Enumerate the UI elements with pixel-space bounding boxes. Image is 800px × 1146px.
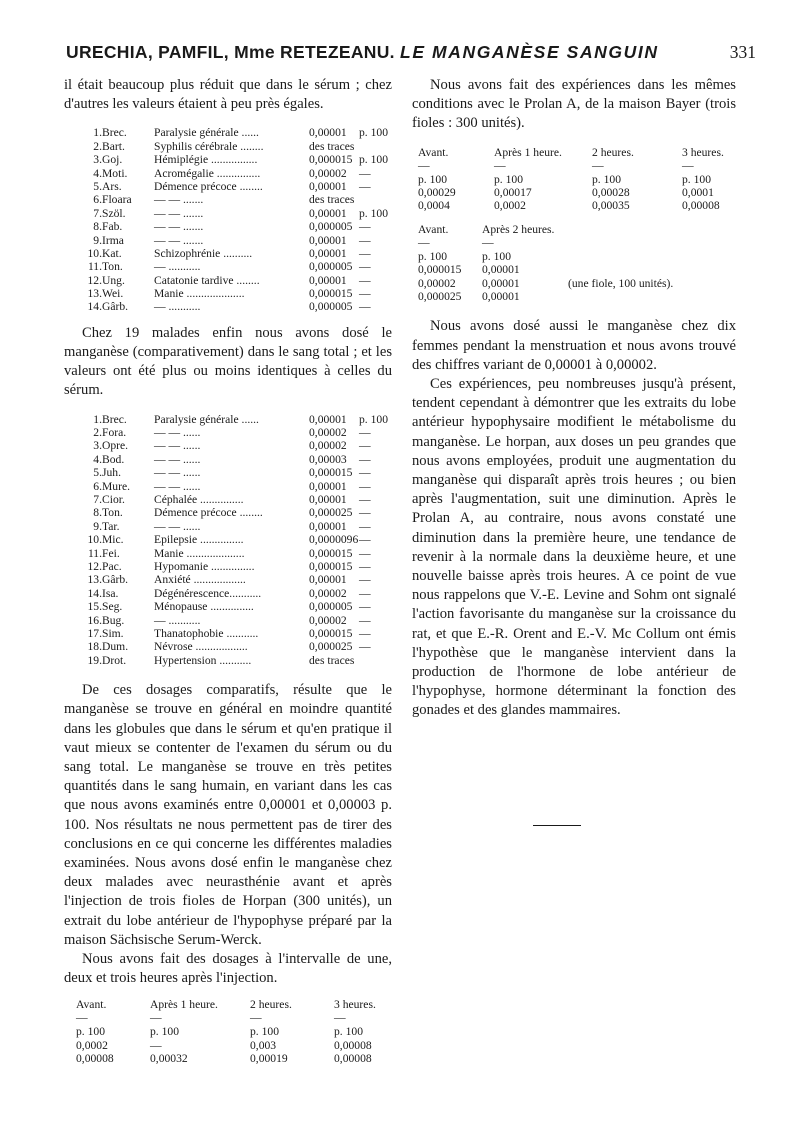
manganese-value: 0,00001 xyxy=(309,233,347,247)
diagnosis: Catatonie tardive ........ xyxy=(154,273,260,287)
table-row xyxy=(412,277,736,290)
row-number: 13. xyxy=(87,287,102,301)
table-dash-row-cell: — xyxy=(334,1011,346,1025)
unit: — xyxy=(359,600,371,614)
manganese-value: 0,000015 xyxy=(309,626,353,640)
row-number: 1. xyxy=(93,412,102,426)
table-cell: 0,00032 xyxy=(150,1052,188,1066)
patient-name: Juh. xyxy=(102,466,122,480)
unit: — xyxy=(359,439,371,453)
left-paragraph-whole-blood: Chez 19 malades enfin nous avons dosé le manganèse (comparativement) dans le sang total ; et les valeurs ont été plus ou moins identiques à celles du sérum. xyxy=(64,324,392,399)
table-cell: 0,0004 xyxy=(418,199,450,213)
unit: — xyxy=(359,179,371,193)
diagnosis: — — ...... xyxy=(154,466,201,480)
manganese-value: 0,00001 xyxy=(309,126,347,140)
table-dash-row-cell: — xyxy=(482,235,494,249)
diagnosis: — — ....... xyxy=(154,206,204,220)
row-number: 13. xyxy=(87,573,102,587)
table-row xyxy=(74,153,392,166)
diagnosis: Dégénérescence........... xyxy=(154,586,262,600)
table-row xyxy=(74,300,392,313)
row-number: 2. xyxy=(93,139,102,153)
table-note: (une fiole, 100 unités). xyxy=(568,276,674,290)
table-unit-row-cell: p. 100 xyxy=(418,172,447,186)
diagnosis: — — ....... xyxy=(154,233,204,247)
manganese-value: 0,00002 xyxy=(309,586,347,600)
row-number: 10. xyxy=(87,246,102,260)
table-unit-row-cell: p. 100 xyxy=(418,249,447,263)
row-number: 2. xyxy=(93,426,102,440)
patient-serum-table xyxy=(74,126,392,313)
table-cell: 0,00008 xyxy=(682,199,720,213)
diagnosis: Hypertension ........... xyxy=(154,653,252,667)
table-header-cell: 3 heures. xyxy=(334,998,376,1012)
table-row xyxy=(74,614,392,627)
table-row xyxy=(74,480,392,493)
manganese-value: 0,00002 xyxy=(309,166,347,180)
patient-name: Floara xyxy=(102,193,132,207)
diagnosis: Thanatophobie ........... xyxy=(154,626,259,640)
diagnosis: Manie .................... xyxy=(154,287,245,301)
diagnosis: — — ...... xyxy=(154,439,201,453)
diagnosis: Démence précoce ........ xyxy=(154,506,263,520)
row-number: 10. xyxy=(87,533,102,547)
manganese-value: 0,00002 xyxy=(309,439,347,453)
diagnosis: — ........... xyxy=(154,260,201,274)
table-unit-row-cell: p. 100 xyxy=(334,1025,363,1039)
left-paragraph-dosage-intervals: Nous avons fait des dosages à l'intervalle de une, deux et trois heures après l'injection. xyxy=(64,950,392,987)
table-dash-row-cell: — xyxy=(592,158,604,172)
manganese-value: 0,00001 xyxy=(309,573,347,587)
manganese-value: 0,00001 xyxy=(309,493,347,507)
table-dash-row-cell: — xyxy=(418,235,430,249)
diagnosis: Ménopause ............... xyxy=(154,600,254,614)
patient-name: Bug. xyxy=(102,613,125,627)
table-cell: 0,000025 xyxy=(418,289,462,303)
row-number: 11. xyxy=(87,546,102,560)
table-cell: 0,00008 xyxy=(334,1052,372,1066)
manganese-value: 0,00001 xyxy=(309,246,347,260)
right-paragraph-discussion: Ces expériences, peu nombreuses jusqu'à présent, tendent cependant à démontrer que les extraits du lobe antérieur hypophysaire modifient le métabolisme du manganèse. Le horpan, aux doses un peu grandes que nous avons employées, produit une augmentation du manganèse qui disparaît après trois heures ; ou bien après l'augmentation, suit une diminution. Après le Prolan A, au contraire, nous avons constaté une diminution dans la première heure, une tendance de revenir à la normale dans la deuxième heure, et une nouvelle baisse après trois heures. A ce point de vue nous rappelons que V.-E. Levine and Sohm ont signalé l'action favorisante du manganèse sur la croissance du rat, et que E.-R. Orent and E.-V. Mc Collum ont émis l'hypothèse que le manganèse intervient dans la production de l'hormone de lobe antérieur de l'hypophyse, hormone déterminant la fonction des gonades et des glandes mammaires. xyxy=(412,375,736,719)
table-cell: 0,000015 xyxy=(418,263,462,277)
diagnosis: — — ....... xyxy=(154,193,204,207)
patient-whole-blood-table xyxy=(74,413,392,667)
table-cell: 0,00001 xyxy=(482,276,520,290)
unit: — xyxy=(359,300,371,314)
patient-name: Drot. xyxy=(102,653,127,667)
prolan-dosage-table xyxy=(412,146,736,213)
patient-name: Sim. xyxy=(102,626,124,640)
manganese-value: 0,00001 xyxy=(309,479,347,493)
table-unit-row xyxy=(64,1025,392,1038)
manganese-value: 0,000005 xyxy=(309,260,353,274)
table-row xyxy=(74,547,392,560)
table-row xyxy=(74,560,392,573)
diagnosis: — — ...... xyxy=(154,479,201,493)
row-number: 1. xyxy=(93,126,102,140)
table-cell: 0,00001 xyxy=(482,263,520,277)
table-cell: 0,00019 xyxy=(250,1052,288,1066)
manganese-value: 0,00002 xyxy=(309,613,347,627)
unit: — xyxy=(359,273,371,287)
manganese-value: 0,000005 xyxy=(309,600,353,614)
manganese-value: des traces xyxy=(309,653,355,667)
table-row xyxy=(74,600,392,613)
diagnosis: Démence précoce ........ xyxy=(154,179,263,193)
table-cell: 0,00017 xyxy=(494,186,532,199)
row-number: 5. xyxy=(93,466,102,480)
unit: p. 100 xyxy=(359,126,388,140)
table-unit-row xyxy=(412,250,736,263)
manganese-value: 0,0000096 xyxy=(309,533,359,547)
table-row xyxy=(74,193,392,206)
patient-name: Brec. xyxy=(102,126,127,140)
patient-name: Moti. xyxy=(102,166,128,180)
diagnosis: Epilepsie ............... xyxy=(154,533,244,547)
table-row xyxy=(74,287,392,300)
table-dash-row-cell: — xyxy=(250,1011,262,1025)
diagnosis: — — ...... xyxy=(154,426,201,440)
table-header-cell: 2 heures. xyxy=(592,145,634,159)
end-rule xyxy=(533,825,581,826)
unit: — xyxy=(359,533,371,547)
header-journal-title: LE MANGANÈSE SANGUIN xyxy=(400,42,659,62)
table-dash-row xyxy=(412,158,736,173)
table-row xyxy=(74,247,392,260)
table-dash-row-cell: — xyxy=(76,1011,88,1025)
table-unit-row-cell: p. 100 xyxy=(592,172,621,186)
row-number: 4. xyxy=(93,452,102,466)
diagnosis: — — ...... xyxy=(154,452,201,466)
diagnosis: Anxiété .................. xyxy=(154,573,246,587)
patient-name: Fora. xyxy=(102,426,127,440)
row-number: 3. xyxy=(93,153,102,167)
patient-name: Gârb. xyxy=(102,300,129,314)
row-number: 4. xyxy=(93,166,102,180)
table-row xyxy=(74,466,392,479)
patient-name: Dum. xyxy=(102,640,129,654)
patient-name: Isa. xyxy=(102,586,119,600)
table-dash-row xyxy=(64,1013,392,1025)
table-header-cell: Après 1 heure. xyxy=(150,998,218,1012)
table-header-cell: 3 heures. xyxy=(682,145,724,159)
unit: — xyxy=(359,546,371,560)
table-header xyxy=(412,223,736,238)
manganese-value: des traces xyxy=(309,193,355,207)
unit: — xyxy=(359,452,371,466)
unit: — xyxy=(359,426,371,440)
patient-name: Mure. xyxy=(102,479,131,493)
table-header-cell: 2 heures. xyxy=(250,998,292,1012)
manganese-value: 0,00001 xyxy=(309,179,347,193)
manganese-value: 0,000025 xyxy=(309,506,353,520)
table-row xyxy=(412,186,736,199)
table-row xyxy=(74,493,392,506)
diagnosis: — — ...... xyxy=(154,519,201,533)
unit: p. 100 xyxy=(359,412,388,426)
unit: — xyxy=(359,493,371,507)
manganese-value: 0,000015 xyxy=(309,153,353,167)
diagnosis: — ........... xyxy=(154,300,201,314)
table-row xyxy=(412,290,736,303)
table-dash-row-cell: — xyxy=(682,158,694,172)
row-number: 18. xyxy=(87,640,102,654)
unit: — xyxy=(359,260,371,274)
row-number: 3. xyxy=(93,439,102,453)
row-number: 9. xyxy=(93,519,102,533)
row-number: 12. xyxy=(87,273,102,287)
row-number: 7. xyxy=(93,206,102,220)
table-row xyxy=(74,274,392,287)
row-number: 6. xyxy=(93,193,102,207)
row-number: 12. xyxy=(87,559,102,573)
table-row xyxy=(74,426,392,439)
table-cell: 0,00028 xyxy=(592,186,630,199)
table-row xyxy=(74,413,392,426)
patient-name: Bod. xyxy=(102,452,125,466)
table-unit-row-cell: p. 100 xyxy=(150,1025,179,1039)
table-cell: 0,0002 xyxy=(76,1038,108,1052)
page-number: 331 xyxy=(729,42,756,62)
unit: p. 100 xyxy=(359,153,388,167)
table-dash-row-cell: — xyxy=(494,158,506,172)
manganese-value: 0,00001 xyxy=(309,519,347,533)
patient-name: Tar. xyxy=(102,519,120,533)
unit: — xyxy=(359,559,371,573)
row-number: 16. xyxy=(87,613,102,627)
patient-name: Cior. xyxy=(102,493,125,507)
diagnosis: Hémiplégie ................ xyxy=(154,153,258,167)
manganese-value: 0,00001 xyxy=(309,206,347,220)
diagnosis: Paralysie générale ...... xyxy=(154,412,259,426)
patient-name: Wei. xyxy=(102,287,124,301)
table-row xyxy=(74,533,392,546)
unit: — xyxy=(359,466,371,480)
diagnosis: Syphilis cérébrale ........ xyxy=(154,139,264,153)
table-unit-row-cell: p. 100 xyxy=(494,172,523,186)
table-row xyxy=(64,1039,392,1052)
diagnosis: Céphalée ............... xyxy=(154,493,244,507)
patient-name: Szöl. xyxy=(102,206,126,220)
left-column xyxy=(64,76,392,1066)
row-number: 9. xyxy=(93,233,102,247)
diagnosis: — — ....... xyxy=(154,220,204,234)
row-number: 5. xyxy=(93,179,102,193)
prolan-single-vial-table xyxy=(412,223,736,304)
patient-name: Fei. xyxy=(102,546,120,560)
diagnosis: Schizophrénie .......... xyxy=(154,246,253,260)
unit: — xyxy=(359,166,371,180)
patient-name: Mic. xyxy=(102,533,124,547)
manganese-value: 0,00001 xyxy=(309,273,347,287)
table-row xyxy=(74,220,392,233)
left-intro-paragraph: il était beaucoup plus réduit que dans le sérum ; chez d'autres les valeurs étaient à peu près égales. xyxy=(64,77,392,113)
row-number: 14. xyxy=(87,300,102,314)
diagnosis: Acromégalie ............... xyxy=(154,166,261,180)
table-header-cell: Après 2 heures. xyxy=(482,222,555,236)
table-row xyxy=(74,573,392,586)
unit: — xyxy=(359,640,371,654)
row-number: 8. xyxy=(93,220,102,234)
patient-name: Fab. xyxy=(102,220,123,234)
table-row xyxy=(74,453,392,466)
right-paragraph-menstruation: Nous avons dosé aussi le manganèse chez dix femmes pendant la menstruation et nous avons trouvé des chiffres variant de 0,00001 à 0,00002. xyxy=(412,318,736,373)
diagnosis: Manie .................... xyxy=(154,546,245,560)
right-paragraph-prolan: Nous avons fait des expériences dans les mêmes conditions avec le Prolan A, de la maison Bayer (trois fioles : 300 unités). xyxy=(412,77,736,132)
table-row xyxy=(74,140,392,153)
patient-name: Goj. xyxy=(102,153,123,167)
table-header-cell: Avant. xyxy=(76,998,107,1012)
patient-name: Ton. xyxy=(102,260,123,274)
manganese-value: 0,000025 xyxy=(309,640,353,654)
table-dash-row xyxy=(412,235,736,250)
table-row xyxy=(74,180,392,193)
patient-name: Kat. xyxy=(102,246,122,260)
row-number: 17. xyxy=(87,626,102,640)
header-authors: URECHIA, PAMFIL, Mme RETEZEANU. xyxy=(66,42,395,62)
unit: — xyxy=(359,586,371,600)
patient-name: Seg. xyxy=(102,600,123,614)
table-cell: 0,00008 xyxy=(334,1038,372,1052)
table-dash-row-cell: — xyxy=(418,158,430,172)
unit: p. 100 xyxy=(359,206,388,220)
row-number: 19. xyxy=(87,653,102,667)
table-row xyxy=(74,654,392,667)
unit: — xyxy=(359,287,371,301)
unit: — xyxy=(359,626,371,640)
table-cell: 0,00001 xyxy=(482,289,520,303)
table-unit-row-cell: p. 100 xyxy=(682,172,711,186)
unit: — xyxy=(359,519,371,533)
table-row xyxy=(412,263,736,276)
horpan-dosage-table xyxy=(64,998,392,1065)
table-header-cell: Après 1 heure. xyxy=(494,145,562,159)
manganese-value: 0,00001 xyxy=(309,412,347,426)
header-line xyxy=(66,42,659,63)
running-header xyxy=(66,42,756,68)
row-number: 7. xyxy=(93,493,102,507)
patient-name: Bart. xyxy=(102,139,125,153)
table-row xyxy=(74,640,392,653)
unit: — xyxy=(359,246,371,260)
table-unit-row xyxy=(412,173,736,186)
diagnosis: Paralysie générale ...... xyxy=(154,126,259,140)
manganese-value: 0,00003 xyxy=(309,452,347,466)
row-number: 15. xyxy=(87,600,102,614)
patient-name: Pac. xyxy=(102,559,122,573)
unit: — xyxy=(359,233,371,247)
table-header-cell: Avant. xyxy=(418,222,449,236)
table-row xyxy=(412,199,736,212)
table-unit-row-cell: p. 100 xyxy=(250,1025,279,1039)
unit: — xyxy=(359,220,371,234)
table-row xyxy=(74,587,392,600)
row-number: 11. xyxy=(87,260,102,274)
table-row xyxy=(74,126,392,139)
table-row xyxy=(64,1052,392,1065)
patient-name: Irma xyxy=(102,233,124,247)
table-cell: 0,00008 xyxy=(76,1052,114,1066)
patient-name: Opre. xyxy=(102,439,129,453)
table-cell: 0,003 xyxy=(250,1038,277,1052)
table-header-cell: Avant. xyxy=(418,145,449,159)
table-row xyxy=(74,167,392,180)
unit: — xyxy=(359,573,371,587)
manganese-value: 0,000015 xyxy=(309,466,353,480)
table-row xyxy=(74,439,392,452)
right-column xyxy=(412,76,736,721)
diagnosis: — ........... xyxy=(154,613,201,627)
patient-name: Gârb. xyxy=(102,573,129,587)
manganese-value: 0,000015 xyxy=(309,559,353,573)
left-paragraph-conclusions: De ces dosages comparatifs, résulte que le manganèse se trouve en général en moindre quantité dans les globules que dans le sérum et qu'en pratique il vaut mieux se contenter de l'examen du sérum ou du sang total. Le manganèse se trouve en très petites quantités dans le sang humain, en variant dans les cas que nous avons examinés entre 0,00001 et 0,00003 p. 100. Nos résultats ne nous permettent pas de tirer des conclusions en ce qui concerne les différentes maladies examinées. Nous avons dosé enfin le manganèse chez deux malades avec neurasthénie avant et après l'injection de trois fioles de Horpan (300 unités), un extrait du lobe antérieur de l'hypophyse préparé par la maison Sächsische Serum-Werck. xyxy=(64,682,392,948)
manganese-value: 0,00002 xyxy=(309,426,347,440)
table-cell: — xyxy=(150,1038,162,1052)
unit: — xyxy=(359,613,371,627)
manganese-value: des traces xyxy=(309,139,355,153)
patient-name: Brec. xyxy=(102,412,127,426)
manganese-value: 0,000015 xyxy=(309,287,353,301)
table-row xyxy=(74,260,392,273)
table-row xyxy=(74,207,392,220)
table-cell: 0,0002 xyxy=(494,199,526,213)
patient-name: Ton. xyxy=(102,506,123,520)
row-number: 14. xyxy=(87,586,102,600)
patient-name: Ung. xyxy=(102,273,125,287)
patient-name: Ars. xyxy=(102,179,122,193)
table-row xyxy=(74,506,392,519)
table-cell: 0,00035 xyxy=(592,199,630,213)
table-cell: 0,0001 xyxy=(682,186,714,199)
table-row xyxy=(74,234,392,247)
table-row xyxy=(74,627,392,640)
diagnosis: Hypomanie ............... xyxy=(154,559,255,573)
table-row xyxy=(74,520,392,533)
unit: — xyxy=(359,506,371,520)
manganese-value: 0,000005 xyxy=(309,220,353,234)
manganese-value: 0,000015 xyxy=(309,546,353,560)
table-unit-row-cell: p. 100 xyxy=(76,1025,105,1039)
diagnosis: Névrose .................. xyxy=(154,640,248,654)
manganese-value: 0,000005 xyxy=(309,300,353,314)
table-unit-row-cell: p. 100 xyxy=(482,249,511,263)
row-number: 8. xyxy=(93,506,102,520)
table-cell: 0,00029 xyxy=(418,186,456,199)
table-dash-row-cell: — xyxy=(150,1011,162,1025)
row-number: 6. xyxy=(93,479,102,493)
table-cell: 0,00002 xyxy=(418,276,456,290)
unit: — xyxy=(359,479,371,493)
